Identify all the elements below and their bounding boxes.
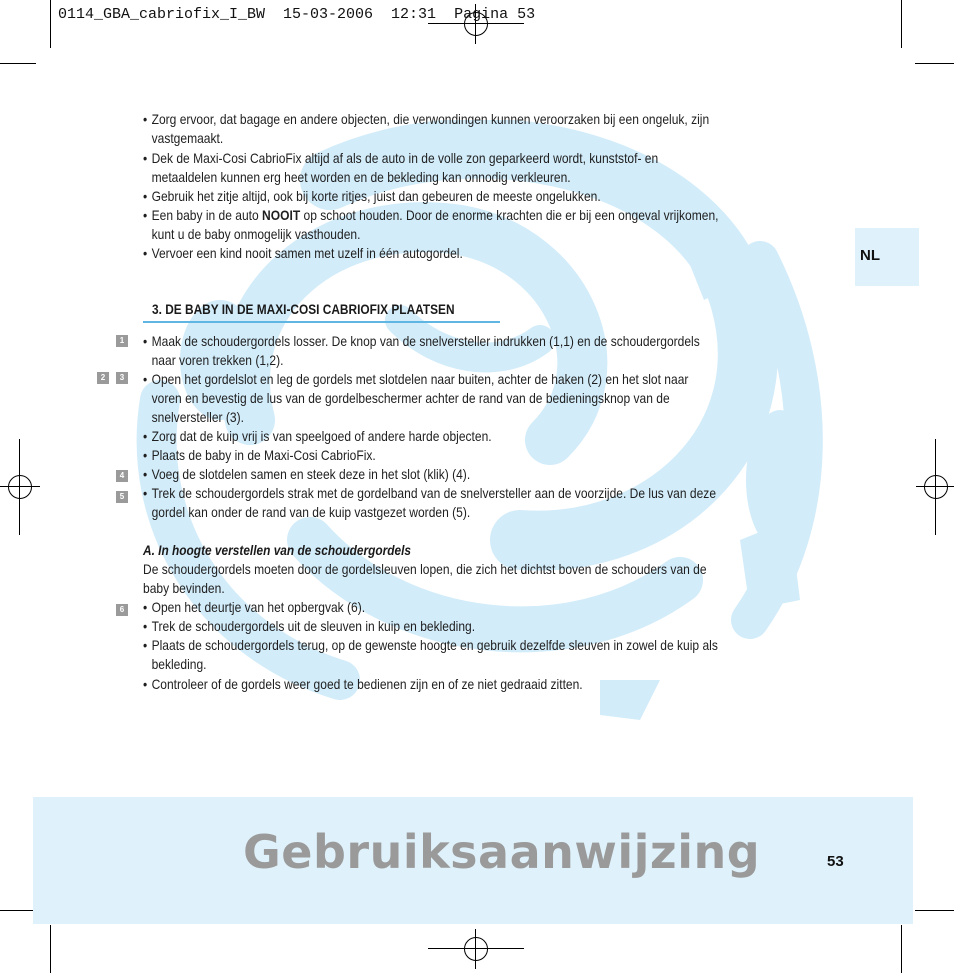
step-line: Maak de schoudergordels losser. De knop van de snelversteller indrukken (1,1) en de schoudergordels bbox=[151, 333, 700, 349]
language-tab bbox=[855, 228, 919, 286]
crop-mark bbox=[915, 910, 954, 911]
paragraph-line: De schoudergordels moeten door de gordelsleuven lopen, die zich het dichtst boven de schouders van de bbox=[143, 561, 707, 577]
language-tab-label: NL bbox=[860, 247, 880, 264]
footer-title: Gebruiksaanwijzing bbox=[243, 825, 761, 879]
step-item bbox=[143, 446, 745, 465]
sub-heading: A. In hoogte verstellen van de schoudergordels bbox=[143, 543, 412, 558]
crop-mark bbox=[50, 925, 51, 973]
bullet-line: metaaldelen kunnen erg heet worden en de bekleding kan onnodig verkleuren. bbox=[151, 169, 571, 185]
step-item bbox=[143, 465, 745, 484]
bullet-line: kunt u de baby onmogelijk vasthouden. bbox=[151, 226, 361, 242]
step-line: Zorg dat de kuip vrij is van speelgoed of andere harde objecten. bbox=[151, 428, 492, 444]
bullet-marker: • bbox=[143, 111, 148, 127]
step-line: Trek de schoudergordels strak met de gordelband van de snelversteller aan de voorzijde. De lus van deze bbox=[151, 485, 717, 501]
bullet-marker: • bbox=[143, 188, 148, 204]
heading-underline bbox=[143, 321, 500, 323]
paragraph-line: baby bevinden. bbox=[143, 580, 225, 596]
bullet-line: Dek de Maxi-Cosi CabrioFix altijd af als de auto in de volle zon geparkeerd wordt, kunststof- en bbox=[151, 150, 659, 166]
crop-mark bbox=[915, 63, 954, 64]
step-item bbox=[143, 617, 745, 636]
page-number: 53 bbox=[827, 853, 844, 870]
step-line: snelversteller (3). bbox=[151, 409, 244, 425]
crop-mark bbox=[0, 910, 36, 911]
bullet-text: Een baby in de auto bbox=[151, 207, 263, 223]
step-item bbox=[143, 370, 745, 427]
bullet-marker: • bbox=[143, 447, 148, 463]
step-item bbox=[143, 675, 745, 694]
bullet-text: op schoot houden. Door de enorme krachten die er bij een ongeval vrijkomen, bbox=[300, 207, 719, 223]
step-line: Open het deurtje van het opbergvak (6). bbox=[151, 599, 366, 615]
bullet-marker: • bbox=[143, 245, 148, 261]
bullet-line: Vervoer een kind nooit samen met uzelf in één autogordel. bbox=[151, 245, 463, 261]
bullet-marker: • bbox=[143, 207, 148, 223]
step-item bbox=[143, 636, 745, 674]
bullet-line: Gebruik het zitje altijd, ook bij korte ritjes, juist dan gebeuren de meeste ongelukken. bbox=[151, 188, 601, 204]
figure-ref-box: 3 bbox=[116, 372, 128, 384]
step-line: Plaats de schoudergordels terug, op de gewenste hoogte en gebruik dezelfde sleuven in zowel de kuip als bbox=[151, 637, 718, 653]
step-line: Open het gordelslot en leg de gordels met slotdelen naar buiten, achter de haken (2) en het slot naar bbox=[151, 371, 689, 387]
registration-mark-bottom bbox=[428, 929, 524, 969]
figure-ref-box: 6 bbox=[116, 604, 128, 616]
figure-ref-box: 1 bbox=[116, 335, 128, 347]
intro-bullet bbox=[143, 149, 745, 187]
bullet-marker: • bbox=[143, 150, 148, 166]
crop-mark bbox=[901, 925, 902, 973]
step-line: bekleding. bbox=[151, 656, 207, 672]
emphasis-text: NOOIT bbox=[262, 207, 301, 223]
step-line: Trek de schoudergordels uit de sleuven in kuip en bekleding. bbox=[151, 618, 476, 634]
bullet-marker: • bbox=[143, 333, 148, 349]
bullet-marker: • bbox=[143, 428, 148, 444]
step-line: Controleer of de gordels weer goed te bedienen zijn en of ze niet gedraaid zitten. bbox=[151, 676, 583, 692]
figure-ref-box: 5 bbox=[116, 491, 128, 503]
bullet-marker: • bbox=[143, 485, 148, 501]
section-heading: 3. DE BABY IN DE MAXI-COSI CABRIOFIX PLAATSEN bbox=[152, 302, 455, 317]
step-line: gordel kan onder de rand van de kuip vastgezet worden (5). bbox=[151, 504, 471, 520]
bullet-marker: • bbox=[143, 371, 148, 387]
step-line: naar voren trekken (1,2). bbox=[151, 352, 284, 368]
registration-mark-right bbox=[916, 439, 954, 535]
sub-intro-paragraph bbox=[143, 560, 745, 598]
step-item bbox=[143, 332, 745, 370]
figure-ref-box: 4 bbox=[116, 470, 128, 482]
bullet-marker: • bbox=[143, 676, 148, 692]
step-line: voren en bevestig de lus van de gordelbeschermer achter de rand van de bedieningsknop van de bbox=[151, 390, 670, 406]
print-slug: 0114_GBA_cabriofix_I_BW 15-03-2006 12:31 Pagina 53 bbox=[58, 6, 536, 23]
step-line: Voeg de slotdelen samen en steek deze in het slot (klik) (4). bbox=[151, 466, 471, 482]
step-line: Plaats de baby in de Maxi-Cosi CabrioFix. bbox=[151, 447, 376, 463]
registration-mark-left bbox=[0, 439, 40, 535]
intro-bullet bbox=[143, 244, 745, 263]
bullet-marker: • bbox=[143, 618, 148, 634]
bullet-marker: • bbox=[143, 466, 148, 482]
step-item bbox=[143, 484, 745, 522]
bullet-line bbox=[143, 206, 745, 225]
crop-mark bbox=[901, 0, 902, 48]
figure-ref-box: 2 bbox=[97, 372, 109, 384]
step-item bbox=[143, 427, 745, 446]
bullet-line: Zorg ervoor, dat bagage en andere objecten, die verwondingen kunnen veroorzaken bij een ongeluk, zijn bbox=[151, 111, 710, 127]
intro-bullet bbox=[143, 206, 745, 244]
intro-bullet bbox=[143, 110, 745, 148]
step-item bbox=[143, 598, 745, 617]
intro-bullet bbox=[143, 187, 745, 206]
bullet-marker: • bbox=[143, 599, 148, 615]
crop-mark bbox=[50, 0, 51, 48]
crop-mark bbox=[0, 63, 36, 64]
bullet-marker: • bbox=[143, 637, 148, 653]
bullet-line: vastgemaakt. bbox=[151, 130, 224, 146]
